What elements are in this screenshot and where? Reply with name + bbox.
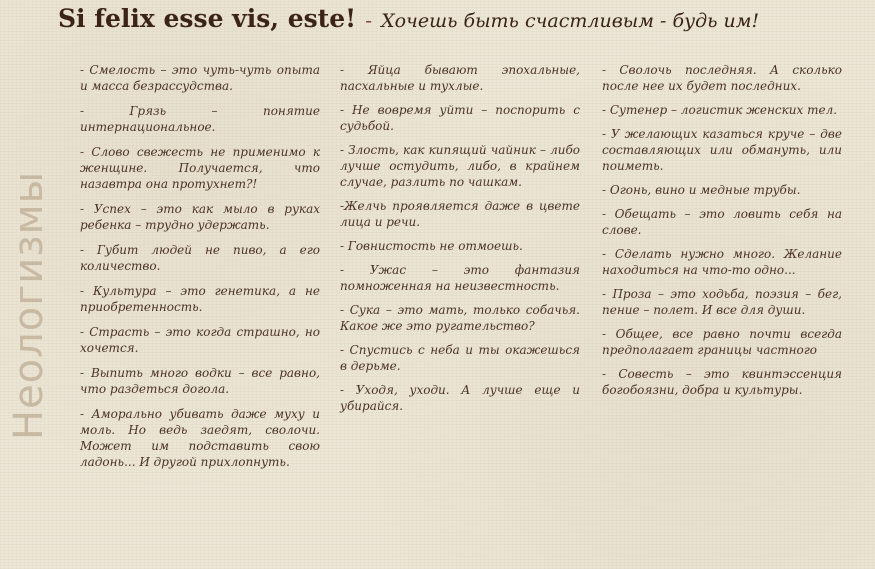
aphorism-item: - Грязь – понятие интернациональное. (80, 104, 320, 134)
column-right (602, 62, 842, 406)
aphorism-item: - Спустись с неба и ты окажешься в дерьме. (340, 343, 580, 373)
aphorism-item: - Проза – это ходьба, поэзия – бег, пение – полет. И все для души. (602, 287, 842, 317)
title-russian: Хочешь быть счастливым - будь им! (381, 10, 760, 32)
aphorism-item: - Уходя, уходи. А лучше еще и убирайся. (340, 383, 580, 413)
aphorism-item: - Сутенер – логистик женских тел. (602, 103, 838, 117)
aphorism-item: -Желчь проявляется даже в цвете лица и речи. (340, 199, 580, 229)
aphorism-item: - Сука – это мать, только собачья. Какое же это ругательство? (340, 303, 580, 333)
side-label: Неологизмы (6, 170, 52, 440)
aphorism-item: - Выпить много водки – все равно, что раздеться догола. (80, 366, 320, 396)
aphorism-item: - У желающих казаться круче – две составляющих или обмануть, или поиметь. (602, 127, 842, 173)
page-title (58, 4, 873, 40)
aphorism-item: - Слово свежесть не применимо к женщине. Получается, что назавтра она протухнет?! (80, 145, 320, 191)
aphorism-item: - Успех – это как мыло в руках ребенка – трудно удержать. (80, 202, 320, 232)
aphorism-item: - Общее, все равно почти всегда предполагает границы частного (602, 327, 842, 357)
aphorism-item: - Яйца бывают эпохальные, пасхальные и тухлые. (340, 63, 580, 93)
aphorism-item: - Страсть – это когда страшно, но хочется. (80, 325, 320, 355)
aphorism-item: - Ужас – это фантазия помноженная на неизвестность. (340, 263, 580, 293)
aphorism-item: - Обещать – это ловить себя на слове. (602, 207, 842, 237)
aphorism-item: - Сделать нужно много. Желание находиться на что-то одно... (602, 247, 842, 277)
aphorism-item: - Огонь, вино и медные трубы. (602, 183, 801, 197)
column-middle (340, 62, 580, 422)
aphorism-item: - Сволочь последняя. А сколько после нее их будет последних. (602, 63, 842, 93)
aphorism-item: - Не вовремя уйти – поспорить с судьбой. (340, 103, 580, 133)
title-separator: - (365, 8, 372, 32)
aphorism-item: - Злость, как кипящий чайник – либо лучше остудить, либо, в крайнем случае, разлить по чашкам. (340, 143, 580, 189)
aphorism-item: - Культура – это генетика, а не приобретенность. (80, 284, 320, 314)
aphorism-item: - Губит людей не пиво, а его количество. (80, 243, 320, 273)
column-left (80, 62, 320, 479)
aphorism-item: - Смелость – это чуть-чуть опыта и масса безрассудства. (80, 63, 320, 93)
aphorism-item: - Говнистость не отмоешь. (340, 239, 523, 253)
aphorism-item: - Совесть – это квинтэссенция богобоязни, добра и культуры. (602, 367, 842, 397)
aphorism-item: - Аморально убивать даже муху и моль. Но ведь заедят, сволочи. Может им подставить свою ладонь... И другой прихлопнуть. (80, 407, 320, 469)
title-latin: Si felix esse vis, este! (58, 4, 357, 33)
